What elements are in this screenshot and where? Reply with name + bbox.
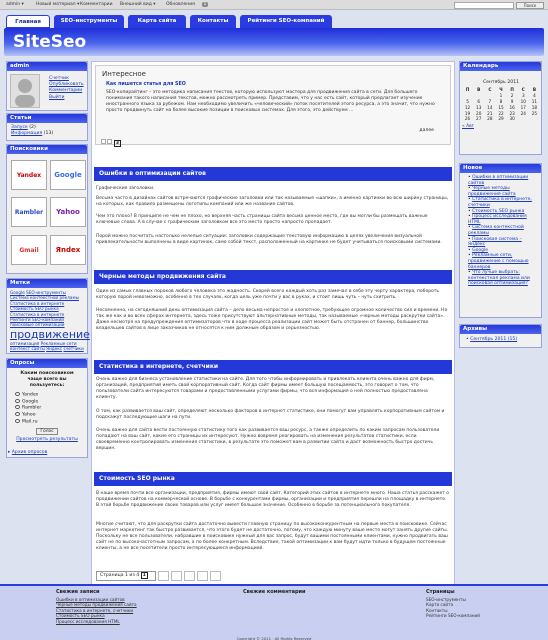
search-engines-title: Поисковики (7, 145, 87, 154)
poll-option: Google (22, 399, 39, 405)
recent-posts-title: Новое (460, 164, 541, 173)
featured-page-box[interactable] (107, 139, 112, 144)
poll-radio[interactable] (15, 419, 20, 423)
yahoo-logo[interactable]: Yahoo (50, 197, 86, 227)
tab-sitemap[interactable]: Карта сайта (128, 15, 186, 28)
recent-post-item[interactable]: • Статистика в интернете, счетчики (468, 197, 532, 208)
recent-post-item[interactable]: • Процесс исследования HTML (468, 214, 527, 225)
tab-seo-tools[interactable]: SEO-инструменты (54, 15, 124, 28)
user-silhouette-icon (11, 75, 39, 107)
calendar-day: 24 (520, 110, 526, 116)
calendar-day: 28 (487, 116, 493, 122)
recent-post-item[interactable]: • Google (468, 247, 488, 253)
tab-contacts[interactable]: Контакты (190, 15, 236, 28)
categories-title: Статьи (7, 114, 87, 123)
tab-home[interactable]: Главная (6, 15, 50, 28)
poll-archive-link[interactable]: Архив опросов (11, 450, 48, 455)
admin-comments[interactable]: Комментарии (80, 2, 113, 7)
footer-recent-posts: Свежие записи Ошибки в оптимизации сайтов Черные методы продвижения сайта Статистика в интернете, счетчики Стоимость SEO рынка Процесс исследования HTML (56, 589, 137, 624)
user-link-counter[interactable]: Счетчик (49, 76, 69, 81)
calendar-day: 30 (509, 116, 515, 122)
calendar-day: 20 (476, 110, 482, 116)
calendar-day: 17 (520, 104, 526, 110)
poll-panel (6, 358, 88, 458)
admin-search-button[interactable]: Поиск (516, 2, 544, 9)
recent-post-item[interactable]: • Стоимость SEO рынка (468, 208, 525, 214)
poll-radio[interactable] (15, 392, 20, 396)
footer-link[interactable]: Карта сайта (426, 602, 454, 607)
tag-link[interactable]: счетчики (63, 346, 84, 352)
admin-appearance[interactable]: Внешний вид ▾ (120, 2, 156, 7)
poll-option: Mail.ru (22, 419, 38, 425)
calendar-day: 16 (509, 104, 515, 110)
featured-title: Интересное (102, 70, 146, 78)
calendar-day: 2 (510, 93, 514, 99)
tag-link[interactable]: SEO-инструменты (26, 290, 66, 295)
calendar-day: 6 (477, 98, 481, 104)
article-paragraph: Многие считают, что для раскрутки сайта достаточно вывести главную страницу по высококонкурентным на первые места в поисковике. Сейчас интернет маркетинг так быстро развивается, что этого будет не достаточно, потому, что каждую минуту ваше место могут занять другие сайты. Поскольку не все пользователи, набравшие в поисковике нужный для вас запрос, будут вашими постоянными клиентами, нужно продвигать ваш сайт не по высокочастотным запросам, а по более конкретным. Вследствие, такой оптимизации к вам будут идти только в будущем постоянные клиенты, а не все посетители просто интересующиеся информацией. (96, 522, 449, 551)
poll-option: Rambler (22, 405, 42, 411)
user-panel (6, 61, 88, 111)
tab-ratings[interactable]: Рейтинги SEO-компаний (240, 15, 332, 28)
poll-option: Yandex (22, 392, 39, 398)
footer-link[interactable]: Ошибки в оптимизации сайтов (56, 596, 125, 602)
calendar-day: 26 (464, 116, 471, 122)
featured-box (95, 65, 451, 145)
archive-item[interactable]: • Сентябрь 2011 (15) (466, 337, 518, 342)
calendar-weekday: Ч (499, 87, 503, 93)
site-footer (0, 584, 548, 640)
tags-title: Метки (7, 279, 87, 288)
article-paragraph: Графические заголовки. (96, 186, 155, 191)
poll-radio[interactable] (15, 405, 20, 409)
tag-link[interactable]: оптимизация (10, 340, 40, 346)
calendar-weekday: В (532, 87, 537, 93)
article-paragraph: О том, как развивается ваш сайт, определяют несколько факторов в интернет статистике, они помогут вам управлять корпоративным сайтом и подскажут последующие шаги на пути. (96, 409, 445, 420)
poll-question: Каким поисковиком чаще всего вы пользуетесь: (20, 371, 74, 388)
calendar-day: 9 (510, 98, 514, 104)
recent-posts-panel (459, 163, 542, 318)
tag-link[interactable]: Рекламные сети (40, 340, 77, 346)
footer-link[interactable]: Рейтинги SEO-компаний (426, 613, 480, 618)
calendar-day: 15 (498, 104, 504, 110)
featured-page-current[interactable]: 3 (115, 141, 120, 146)
calendar-day: 27 (476, 116, 482, 122)
admin-search-input[interactable] (454, 2, 514, 9)
yandex-logo[interactable]: Yandex (11, 160, 47, 190)
footer-link[interactable]: Процесс исследования HTML (56, 618, 120, 624)
category-count: (13) (43, 131, 54, 137)
recent-post-item[interactable]: • Что лучше выбрать: контекстная реклама или поисковая оптимизация? (468, 270, 530, 287)
calendar-weekday: В (477, 87, 481, 93)
calendar-day: 23 (509, 110, 515, 116)
footer-pages: Страницы SEO-инструменты Карта сайта Контакты Рейтинги SEO-компаний (426, 589, 480, 618)
featured-page-box[interactable] (101, 139, 106, 144)
featured-text: SEO-копирайтинг – это методика написания текстов, которую используют мастера для продвижения сайта в сети. Для большего понимания такого написания текстов, можно рассмотреть пример. Представим, что у нас есть сайт, который предлагает изучение иностранного языка за рубежом. Нам необходимо увеличить «человеческий» поток посетителей этого ресурса, а это значит, что нужно просто продвинуть сайт на более высокие позиции в поисковых системах. Для этого, это действуем ... (106, 90, 435, 113)
calendar-day: 18 (531, 104, 538, 110)
recent-post-item[interactable]: • Рекламные сети, продвижение с помощью баннеров (468, 253, 529, 270)
calendar-day: 22 (498, 110, 504, 116)
archives-title: Архивы (460, 325, 541, 334)
pagination-label: Страница 1 из 4 (100, 573, 140, 578)
calendar-day: 14 (487, 104, 493, 110)
tag-link[interactable]: Статистика в интернете (10, 311, 65, 317)
footer-link[interactable]: SEO-инструменты (426, 596, 466, 602)
category-link[interactable]: Запуск (11, 125, 28, 130)
article-paragraph: Несомненно, на сегодняшний день оптимизация сайта – дело весьма непростое и хлопотное, требующее огромное количество сил и времени. Но так же как и во всех сферах интернета, здесь тоже присутствуют альтернативные методы, так называемые «черные методы раскрутки сайта». Даже несмотря на предупреждения оптимизаторов что в ходе процесса реализации сайт может быть отстранен от баннер, большинство владельцев сайтов в лице заказчиков не относятся к ним должным образом и серьезностью. (96, 308, 448, 331)
tag-link[interactable]: Рейтинги SEO-компаний (10, 317, 64, 323)
calendar-title: Календарь (460, 62, 541, 71)
user-link-publish[interactable]: Опубликовать (49, 82, 84, 88)
user-panel-title: admin (7, 62, 87, 71)
category-count: (2) (29, 125, 36, 130)
admin-bar (0, 0, 548, 10)
footer-link[interactable]: Статистика в интернете, счетчики (56, 607, 134, 613)
calendar-day: 11 (531, 98, 538, 104)
poll-radio[interactable] (15, 412, 20, 416)
archives-panel (459, 324, 542, 348)
admin-user-menu[interactable]: admin ▾ (6, 2, 24, 7)
search-engines-panel (6, 144, 88, 274)
article-title[interactable]: Стоимость SEO рынка (94, 472, 452, 486)
page-current[interactable]: 1 (142, 573, 146, 578)
calendar-day: 12 (464, 104, 471, 110)
poll-radio[interactable] (15, 399, 20, 403)
tag-link[interactable]: Система контекстной рекламы (10, 295, 79, 301)
vote-button[interactable]: Голос (36, 428, 58, 435)
page-next[interactable] (210, 571, 221, 581)
archive-icon: ▸ (8, 450, 11, 455)
updates-count-badge: 1 (203, 2, 207, 7)
calendar-grid (462, 87, 540, 122)
rambler-logo[interactable]: Rambler (11, 197, 47, 227)
calendar-day: 3 (521, 93, 525, 99)
yandex-alt-logo[interactable]: Яndex (50, 235, 86, 265)
user-link-comments[interactable]: Комментарии (49, 88, 83, 94)
recent-post-item[interactable]: • Черные методы продвижения сайта (468, 186, 516, 197)
poll-option: Yahoo (22, 412, 36, 418)
article-paragraph: Чем это плохо? В принципе не чем не плохо, но верхняя часть страницы сайта весьма ценное место, где вы могли бы размещать важные ключевые слова. А в случае с графическим заголовком все это место просто напросто пропадает. (96, 214, 428, 225)
calendar-weekday: С (521, 87, 525, 93)
poll-results-link[interactable]: Просмотреть результаты (16, 436, 78, 442)
calendar-day (529, 116, 540, 122)
user-link-logout[interactable]: Выйти (49, 94, 65, 100)
page-link[interactable] (171, 571, 182, 581)
site-title[interactable]: SiteSeo (13, 32, 87, 52)
calendar-weekday: С (488, 87, 492, 93)
calendar-day: 7 (488, 98, 492, 104)
site-header (4, 28, 544, 56)
article-paragraph: В наше время почти все организации, предприятия, фирмы имеют свой сайт. Категорий этих сайтов в интернете много. Наша статья расскажет о продвижении сайтов на коммерческой основе. В борьбе с конкурентами фирмы, организации и предприятия перешли на площадку в интернете. В этой борьбе продвижение своих товаров или услуг имеет большое значение. Особенно в борьбе за потенциального покупателя. (96, 491, 450, 508)
tag-link[interactable]: контекст сайты (10, 346, 45, 352)
tag-link[interactable]: Статистика в интернете (10, 300, 65, 306)
calendar-day: 21 (487, 110, 493, 116)
tag-link[interactable]: Google (10, 290, 25, 295)
calendar-day: 10 (520, 98, 526, 104)
calendar-day: 19 (464, 110, 471, 116)
article-paragraph: Очень важно для бизнеса установление статистики на сайте. Для того чтобы информировать и привлекать клиента очень важно для фирм, организаций, предприятий иметь свой корпоративный сайт. Когда сайт фирмы имеет большую посещаемость, это говорит о том, что пользователи сайта интересуются товарами и предоставленными услугами фирмы, что вся информация о ней полностью предоставлена клиенту. (96, 377, 435, 400)
calendar-day: 8 (499, 98, 503, 104)
calendar-day: 4 (533, 93, 536, 99)
tag-link-large[interactable]: продвижение (10, 327, 90, 341)
article-paragraph: Один из самых главных пороков любого человека это жадность. Скорей всего каждый хоть раз замечал в себе эту черту характера, побороть которую порой невозможно, особенно в тех случаях, когда цель уже почти у вас в руках, и стоит лишь чуть – чуть схитрить. (96, 289, 440, 300)
page-link[interactable] (197, 571, 208, 581)
calendar-day (518, 116, 529, 122)
article-paragraph: Порой можно посчитать настолько нелепые ситуации: заголовки содержащие текстовую информацию в целях увеличения визуальной привлекательности выполнены в виде картинок, само собой текст, расположенный на картинке не будет учитываться поисковыми системами. (96, 234, 442, 245)
footer-link[interactable]: Стоимость SEO рынка (56, 613, 105, 618)
recent-post-item[interactable]: • Система контекстной рекламы (468, 225, 524, 236)
tag-link[interactable]: Яндекс (46, 346, 63, 352)
tag-link[interactable]: поисковые оптимизации (10, 322, 65, 328)
calendar-day: 29 (498, 116, 504, 122)
pagination (96, 571, 156, 581)
avatar (10, 74, 40, 108)
footer-link[interactable]: Контакты (426, 607, 448, 613)
calendar-prev-link[interactable]: « Авг (462, 123, 474, 129)
google-logo[interactable]: Google (50, 160, 86, 190)
gmail-logo[interactable]: Gmail (11, 235, 47, 265)
recent-post-item[interactable]: • Ошибки в оптимизации сайтов (468, 175, 529, 186)
article-paragraph: Весьма часто в дизайнах сайтов встречаются графические заголовки или так называемые «шапки», а именно картинки во всю ширину страницы, на которых, как правило размещены логотипы компаний или же название сайтов. (96, 196, 449, 207)
tag-link[interactable]: Стоимость SEO рынка (10, 306, 59, 312)
article-title[interactable]: Черные методы продвижения сайта (94, 270, 452, 284)
calendar-day: 1 (499, 93, 503, 99)
calendar-day: 25 (531, 110, 538, 116)
article-title[interactable]: Ошибки в оптимизации сайтов (94, 167, 452, 181)
calendar-weekday: П (510, 87, 514, 93)
main-nav (0, 12, 548, 28)
article-title[interactable]: Статистика в интернете, счетчики (94, 360, 452, 374)
page-link[interactable] (158, 571, 169, 581)
calendar-day: 5 (466, 98, 469, 104)
footer-link[interactable]: Черные методы продвижения сайта (56, 602, 137, 607)
calendar-weekday: П (465, 87, 470, 93)
calendar-day: 13 (476, 104, 482, 110)
recent-post-item[interactable]: • Поисковая система – Яндекс (468, 236, 522, 248)
featured-article-title[interactable]: Как пишется статья для SEO (106, 82, 186, 87)
copyright: Copyright © 2011 · All Rights Reserved (236, 636, 312, 640)
page-link[interactable] (184, 571, 195, 581)
footer-recent-comments: Свежие комментарии (243, 589, 306, 595)
tags-panel (6, 278, 88, 354)
calendar-month: Сентябрь 2011 (482, 80, 520, 85)
poll-title: Опросы (7, 359, 87, 368)
admin-new-menu[interactable]: Новый материал ▾ (36, 2, 80, 7)
categories-panel (6, 113, 88, 141)
admin-updates[interactable]: Обновления (166, 2, 195, 7)
category-link[interactable]: Информация (11, 131, 43, 137)
featured-more-link[interactable]: далее (419, 128, 434, 133)
calendar-widget (462, 80, 540, 129)
article-paragraph: Очень важно для сайта вести постоянную статистику того как развивается ваш ресурс, а также определить по каким запросам пользователи попадают на ваш сайт, какие его страницы их интересуют. Нужно вовремя реагировать на изменения результатов статистики, если своевременно контролировать изменения статистики, в результате это поможет вам в развитии сайта и даст возможность быстро достичь вершин. (96, 428, 440, 451)
